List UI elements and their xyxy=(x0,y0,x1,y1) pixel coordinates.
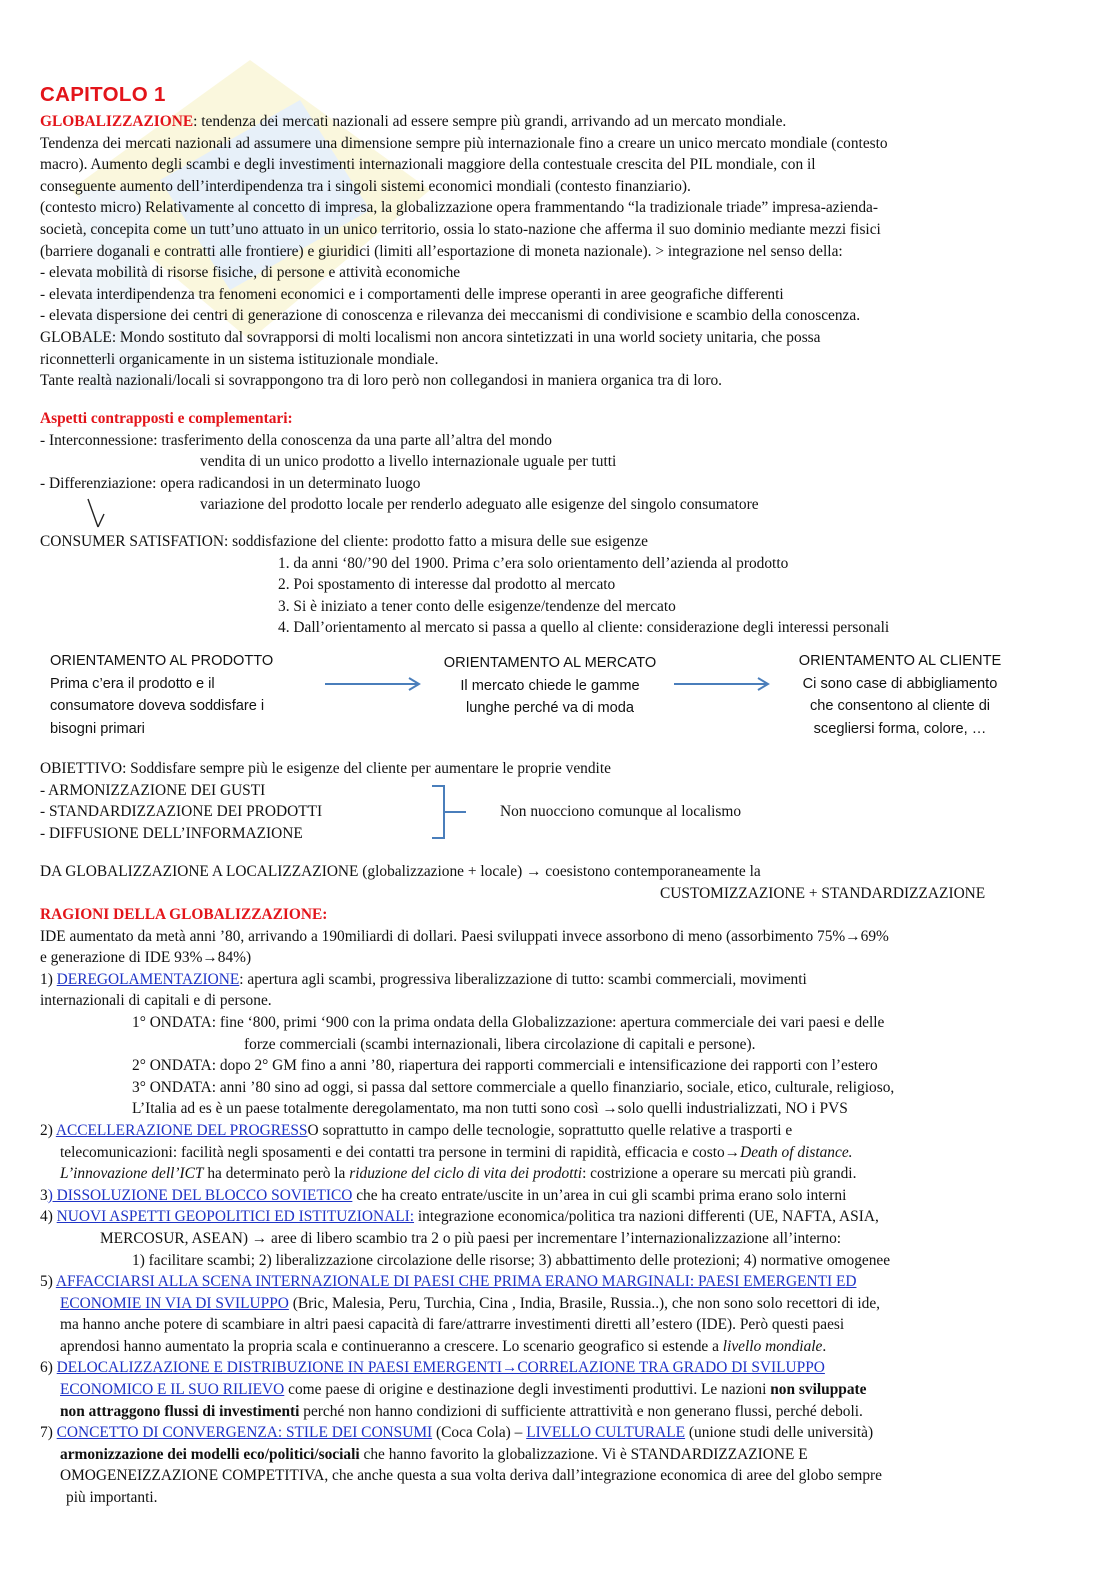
link-economico-rilievo[interactable]: ECONOMICO E IL SUO RILIEVO xyxy=(60,1381,285,1399)
bullet-line: - elevata interdipendenza tra fenomeni economici e i comportamenti delle imprese operanti in aree geografiche differenti xyxy=(40,285,784,303)
paragraph-line: GLOBALE: Mondo sostituto dal sovrapporsi di molti localismi non ancora sintetizzati in una world society unitaria, che possa xyxy=(40,328,821,346)
paragraph-line: MERCOSUR, ASEAN) → aree di libero scambio tra 2 o più paesi per incrementare l’internazionalizzazione all’interno: xyxy=(100,1229,842,1247)
bullet-line: - elevata mobilità di risorse fisiche, di persone e attività economiche xyxy=(40,264,461,282)
chapter-title: CAPITOLO 1 xyxy=(40,83,166,106)
link-economie-sviluppo[interactable]: ECONOMIE IN VIA DI SVILUPPO xyxy=(60,1294,289,1312)
flow-text: bisogni primari xyxy=(50,720,145,737)
reason-1: 1) DEREGOLAMENTAZIONE: apertura agli scambi, progressiva liberalizzazione di tutto: scambi commerciali, movimenti xyxy=(40,970,807,988)
flow-text: Ci sono case di abbigliamento xyxy=(802,675,998,692)
paragraph-line: più importanti. xyxy=(66,1489,158,1507)
paragraph-line: armonizzazione dei modelli eco/politici/sociali che hanno favorito la globalizzazione. Vi è STANDARDIZZAZIONE E xyxy=(60,1445,808,1463)
paragraph-line: ECONOMIE IN VIA DI SVILUPPO (Bric, Malesia, Peru, Turchia, Cina , India, Brasile, Russia..), che non sono solo recettori di ide, xyxy=(60,1294,881,1312)
obiettivo-note: Non nuocciono comunque al localismo xyxy=(500,803,742,820)
reason-7: 7) CONCETTO DI CONVERGENZA: STILE DEI CONSUMI (Coca Cola) – LIVELLO CULTURALE (unione studi delle università) xyxy=(40,1424,874,1442)
paragraph-line: non attraggono flussi di investimenti perché non hanno condizioni di sufficiente attrattività e non generano flussi, perché deboli. xyxy=(60,1402,863,1420)
paragraph-line: macro). Aumento degli scambi e degli investimenti internazionali maggiore della contestuale crescita del PIL mondiale, con il xyxy=(40,156,816,174)
flow-heading: ORIENTAMENTO AL PRODOTTO xyxy=(50,653,274,669)
paragraph-line: società, concepita come un tutt’uno attuato in un unico territorio, ossia lo stato-nazione che afferma il suo dominio mediante mezzi fisici xyxy=(40,220,881,238)
term-globalizzazione: GLOBALIZZAZIONE xyxy=(40,113,194,130)
section-heading: Aspetti contrapposti e complementari: xyxy=(40,410,293,427)
ondata-line: L’Italia ad es è un paese totalmente deregolamentato, ma non tutti sono così →solo quelli industrializzati, NO i PVS xyxy=(132,1100,848,1118)
glocal-section xyxy=(40,861,1080,904)
paragraph-line: Tante realtà nazionali/locali si sovrappongono tra di loro però non collegandosi in maniera organica tra di loro. xyxy=(40,372,723,390)
list-item: - ARMONIZZAZIONE DEI GUSTI xyxy=(40,781,266,799)
ondata-line: 2° ONDATA: dopo 2° GM fino a anni ’80, riapertura dei rapporti commerciali e intensificazione dei rapporti con l’estero xyxy=(132,1057,878,1075)
flow-text: Prima c’era il prodotto e il xyxy=(50,675,215,692)
paragraph-line: (contesto micro) Relativamente al concetto di impresa, la globalizzazione opera frammentando “la tradizionale triade” impresa-azienda- xyxy=(40,199,878,217)
paragraph-line: aprendosi hanno aumentato la propria scala e continueranno a crescere. Lo scenario geografico si estende a livello mondiale. xyxy=(60,1337,827,1355)
list-item: 3. Si è iniziato a tener conto delle esigenze/tendenze del mercato xyxy=(278,597,676,615)
reason-3: 3) DISSOLUZIONE DEL BLOCCO SOVIETICO che ha creato entrate/uscite in un’area in cui gli scambi prima erano solo interni xyxy=(40,1186,847,1204)
globalizzazione-section xyxy=(40,111,1080,392)
paragraph-line: conseguente aumento dell’interdipendenza tra i singoli sistemi economici mondiali (contesto finanziario). xyxy=(40,177,691,195)
ondata-line: 1° ONDATA: fine ‘800, primi ‘900 con la prima ondata della Globalizzazione: apertura commerciale dei vari paesi e delle xyxy=(132,1013,885,1031)
paragraph-line: L’innovazione dell’ICT ha determinato però la riduzione del ciclo di vita dei prodotti: costrizione a operare su mercati più grandi. xyxy=(60,1165,857,1183)
paragraph-line: riconnetterli organicamente in un sistema istituzionale mondiale. xyxy=(40,350,439,368)
paragraph-line: ma hanno anche potere di scambiare in altri paesi capacità di fare/attrarre investimenti diretti all’estero (IDE). Però questi paesi xyxy=(60,1316,845,1334)
paragraph-line: telecomunicazioni: facilità negli sposamenti e dei contatti tra persone in termini di rapidità, efficacia e costo→Death of distance. xyxy=(60,1143,853,1161)
list-item: variazione del prodotto locale per renderlo adeguato alle esigenze del singolo consumatore xyxy=(200,496,759,514)
link-deregolamentazione[interactable]: DEREGOLAMENTAZIONE xyxy=(56,970,240,988)
flow-text: lunghe perché va di moda xyxy=(466,700,634,716)
right-arrow-icon xyxy=(325,676,425,692)
flow-box-cliente xyxy=(770,650,1030,740)
link-livello-culturale[interactable]: LIVELLO CULTURALE xyxy=(526,1424,686,1442)
list-item: - STANDARDIZZAZIONE DEI PRODOTTI xyxy=(40,803,323,821)
list-item: - DIFFUSIONE DELL’INFORMAZIONE xyxy=(40,824,303,842)
flow-text: che consentono al cliente di xyxy=(809,698,991,714)
list-item: - Differenziazione: opera radicandosi in un determinato luogo xyxy=(40,474,421,492)
flow-heading: ORIENTAMENTO AL MERCATO xyxy=(443,655,657,671)
paragraph-line: OMOGENEIZZAZIONE COMPETITIVA, che anche questa a sua volta deriva dall’integrazione economica di aree del globo sempre xyxy=(60,1467,882,1485)
link-paesi-emergenti[interactable]: AFFACCIARSI ALLA SCENA INTERNAZIONALE DI PAESI CHE PRIMA ERANO MARGINALI: PAESI EMERGENTI ED xyxy=(55,1273,857,1291)
paragraph-line: ECONOMICO E IL SUO RILIEVO come paese di origine e destinazione degli investimenti produttivi. Le nazioni non sviluppate xyxy=(60,1381,867,1399)
ragioni-section xyxy=(40,904,1090,1509)
consumer-intro: CONSUMER SATISFATION: soddisfazione del cliente: prodotto fatto a misura delle sue esigenze xyxy=(40,533,648,550)
reason-6: 6) DELOCALIZZAZIONE E DISTRIBUZIONE IN PAESI EMERGENTI→CORRELAZIONE TRA GRADO DI SVILUPPO xyxy=(40,1359,825,1377)
paragraph-line: 1) facilitare scambi; 2) liberalizzazione circolazione delle risorse; 3) abbattimento delle protezioni; 4) normative omogenee xyxy=(132,1251,891,1269)
bullet-line: - elevata dispersione dei centri di generazione di conoscenza e rilevanza dei meccanismi di condivisione e scambio della conoscenza. xyxy=(40,307,861,325)
flow-heading: ORIENTAMENTO AL CLIENTE xyxy=(798,653,1002,669)
down-arrow-icon xyxy=(84,497,112,533)
flow-text: Il mercato chiede le gamme xyxy=(460,677,640,694)
list-item: 4. Dall’orientamento al mercato si passa a quello al cliente: considerazione degli interessi personali xyxy=(278,619,890,637)
obiettivo-line: OBIETTIVO: Soddisfare sempre più le esigenze del cliente per aumentare le proprie vendite xyxy=(40,760,611,777)
aspetti-section xyxy=(40,408,1080,516)
paragraph-line: Tendenza dei mercati nazionali ad assumere una dimensione sempre più internazionale fino a creare un unico mercato mondiale (contesto xyxy=(40,134,888,152)
definition-line: GLOBALIZZAZIONE: tendenza dei mercati nazionali ad essere sempre più grandi, arrivando ad un mercato mondiale. xyxy=(40,113,787,130)
flow-box-prodotto xyxy=(50,650,320,740)
glocal-line: DA GLOBALIZZAZIONE A LOCALIZZAZIONE (globalizzazione + locale) → coesistono contemporaneamente la xyxy=(40,863,761,880)
flow-text: consumatore doveva soddisfare i xyxy=(50,698,265,714)
list-item: 1. da anni ‘80/’90 del 1900. Prima c’era solo orientamento dell’azienda al prodotto xyxy=(278,554,789,572)
link-convergenza[interactable]: CONCETTO DI CONVERGENZA: STILE DEI CONSUMI xyxy=(56,1424,433,1442)
link-delocalizzazione[interactable]: DELOCALIZZAZIONE E DISTRIBUZIONE IN PAESI EMERGENTI→CORRELAZIONE TRA GRADO DI SVILUPPO xyxy=(56,1359,825,1377)
link-dissoluzione[interactable]: ) DISSOLUZIONE DEL BLOCCO SOVIETICO xyxy=(47,1186,353,1204)
list-item: 2. Poi spostamento di interesse dal prodotto al mercato xyxy=(278,576,616,594)
paragraph-line: IDE aumentato da metà anni ’80, arrivando a 190miliardi di dollari. Paesi sviluppati invece assorbono di meno (assorbimento 75%→69% xyxy=(40,927,889,945)
link-accellerazione[interactable]: ACCELLERAZIONE DEL PROGRESS xyxy=(55,1121,308,1139)
reason-2: 2) ACCELLERAZIONE DEL PROGRESSO soprattutto in campo delle tecnologie, soprattutto quelle relative a trasporti e xyxy=(40,1121,793,1139)
right-arrow-icon xyxy=(674,676,774,692)
paragraph-line: (barriere doganali e contratti alle frontiere) e giuridici (limiti all’esportazione di moneta nazionale). > integrazione nel senso della: xyxy=(40,242,843,260)
ondata-line: forze commerciali (scambi internazionali, libera circolazione di capitali e persone). xyxy=(244,1035,756,1053)
reason-4: 4) NUOVI ASPETTI GEOPOLITICI ED ISTITUZIONALI: integrazione economica/politica tra nazioni differenti (UE, NAFTA, ASIA, xyxy=(40,1208,879,1226)
ondata-line: 3° ONDATA: anni ’80 sino ad oggi, si passa dal settore commerciale a quello finanziario, sociale, etico, culturale, religioso, xyxy=(132,1078,895,1096)
consumer-section xyxy=(40,531,1080,639)
list-item: - Interconnessione: trasferimento della conoscenza da una parte all’altra del mondo xyxy=(40,431,552,449)
paragraph-line: e generazione di IDE 93%→84%) xyxy=(40,949,252,967)
flow-text: scegliersi forma, colore, … xyxy=(813,720,987,737)
glocal-line: CUSTOMIZZAZIONE + STANDARDIZZAZIONE xyxy=(660,884,986,902)
list-item: vendita di un unico prodotto a livello internazionale uguale per tutti xyxy=(200,453,617,471)
reason-5: 5) AFFACCIARSI ALLA SCENA INTERNAZIONALE DI PAESI CHE PRIMA ERANO MARGINALI: PAESI EMERGENTI ED xyxy=(40,1273,857,1291)
section-heading: RAGIONI DELLA GLOBALIZZAZIONE: xyxy=(40,906,328,923)
paragraph-line: internazionali di capitali e di persone. xyxy=(40,992,272,1010)
flow-box-mercato xyxy=(420,652,680,720)
link-geopolitici[interactable]: NUOVI ASPETTI GEOPOLITICI ED ISTITUZIONALI: xyxy=(56,1208,415,1226)
bracket-icon xyxy=(430,784,470,840)
